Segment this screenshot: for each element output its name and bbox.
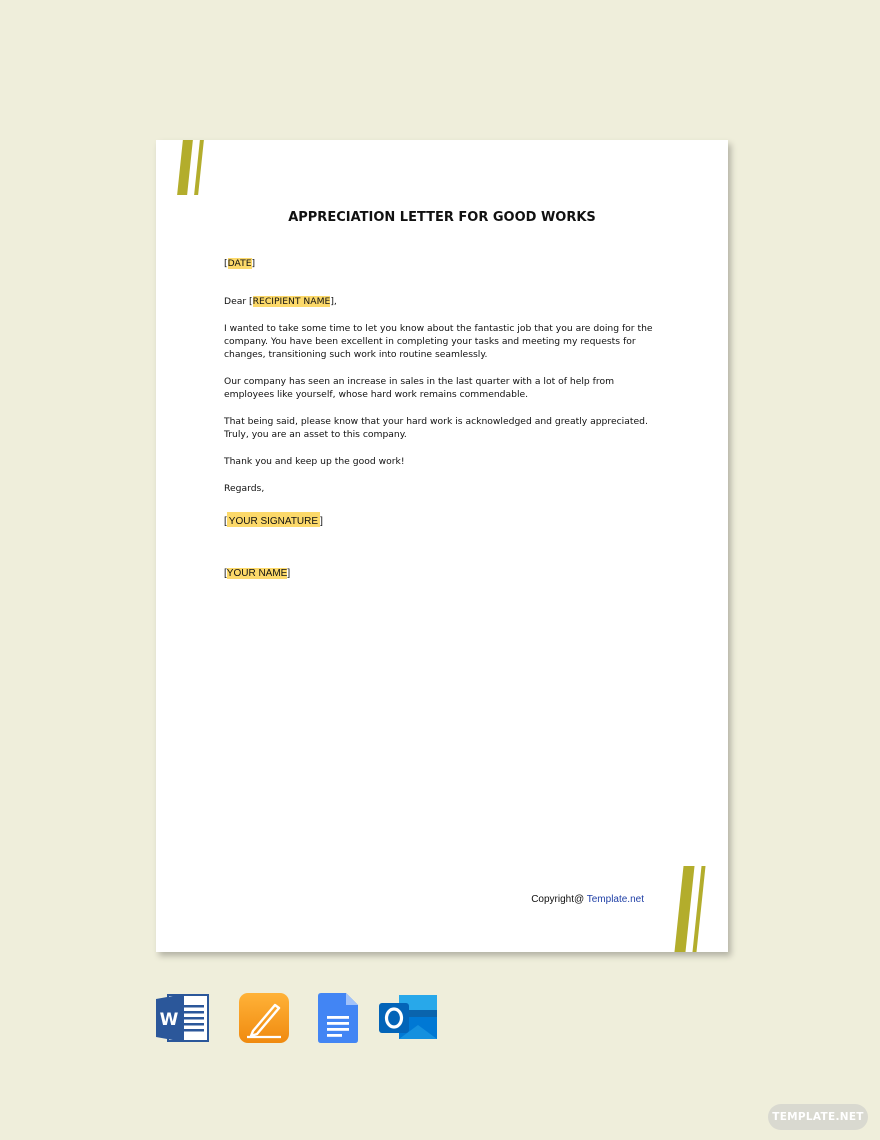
- template-net-badge[interactable]: TEMPLATE.NET: [768, 1104, 868, 1130]
- date-placeholder: DATE: [227, 258, 252, 269]
- paragraph-3: That being said, please know that your hard work is acknowledged and greatly appreciated. Truly, you are an asset to this company.: [224, 416, 648, 440]
- decor-stripe-bottom-right: [674, 866, 694, 952]
- decor-stripe-bottom-right-thin: [692, 866, 705, 952]
- paragraph-2: Our company has seen an increase in sales in the last quarter with a lot of help from employees like yourself, whose hard work remains commendable.: [224, 376, 615, 400]
- copyright-link[interactable]: Template.net: [586, 894, 644, 905]
- signature-line: [ YOUR SIGNATURE ]: [224, 515, 664, 528]
- decor-stripe-top-left-thin: [194, 140, 204, 195]
- closing: Regards,: [224, 483, 265, 494]
- letter-title: APPRECIATION LETTER FOR GOOD WORKS: [288, 210, 596, 225]
- pages-icon[interactable]: [239, 993, 289, 1048]
- name-line: [YOUR NAME]: [224, 568, 291, 579]
- name-placeholder: YOUR NAME: [226, 568, 288, 579]
- google-docs-icon[interactable]: [318, 993, 358, 1048]
- recipient-placeholder: RECIPIENT NAME: [252, 296, 331, 307]
- date-line: [DATE]: [224, 258, 256, 269]
- copyright: Copyright@ Template.net: [531, 894, 644, 905]
- outlook-icon[interactable]: [379, 993, 439, 1048]
- decor-stripe-top-left: [177, 140, 193, 195]
- svg-text:W: W: [159, 1010, 179, 1030]
- paragraph-4: Thank you and keep up the good work!: [224, 456, 405, 467]
- word-icon[interactable]: [156, 993, 212, 1048]
- letter-page: [156, 140, 728, 952]
- paragraph-1: I wanted to take some time to let you know about the fantastic job that you are doing for the company. You have been excellent in completing your tasks and meeting my requests for changes, transitioning such work into routine seamlessly.: [224, 323, 653, 360]
- signature-placeholder: YOUR SIGNATURE: [227, 512, 320, 527]
- salutation: Dear [RECIPIENT NAME],: [224, 296, 337, 307]
